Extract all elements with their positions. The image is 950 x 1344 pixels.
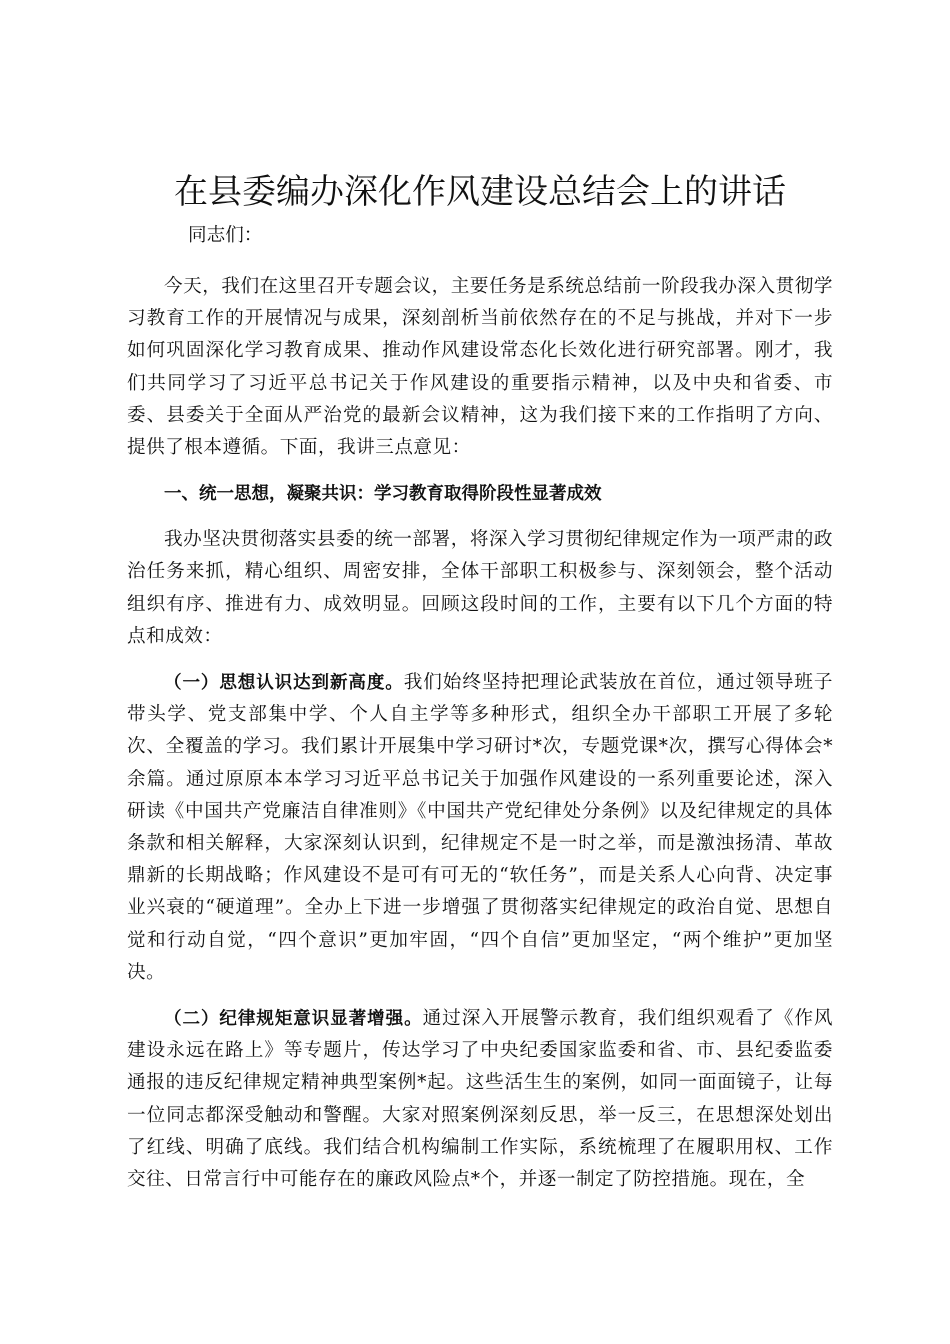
point-1-lead: （一）思想认识达到新高度。 xyxy=(164,673,404,694)
point-2-lead: （二）纪律规矩意识显著增强。 xyxy=(164,1009,423,1030)
point-1-body: 我们始终坚持把理论武装放在首位，通过领导班子带头学、党支部集中学、个人自主学等多种形式，组织全办干部职工开展了多轮次、全覆盖的学习。我们累计开展集中学习研讨*次，专题党课*次，撰写心得体会*余篇。通过原原本本学习习近平总书记关于加强作风建设的一系列重要论述，深入研读《中国共产党廉洁自律准则》《中国共产党纪律处分条例》以及纪律规定的具体条款和相关解释，大家深刻认识到，纪律规定不是一时之举，而是激浊扬清、革故鼎新的长期战略；作风建设不是可有可无的“软任务”，而是关系人心向背、决定事业兴衰的“硬道理”。全办上下进一步增强了贯彻落实纪律规定的政治自觉、思想自觉和行动自觉，“四个意识”更加牢固，“四个自信”更加坚定，“两个维护”更加坚决。 xyxy=(127,672,833,983)
point-2-body: 通过深入开展警示教育，我们组织观看了《作风建设永远在路上》等专题片，传达学习了中央纪委国家监委和省、市、县纪委监委通报的违反纪律规定精神典型案例*起。这些活生生的案例，如同一面面镜子，让每一位同志都深受触动和警醒。大家对照案例深刻反思，举一反三，在思想深处划出了红线、明确了底线。我们结合机构编制工作实际，系统梳理了在履职用权、工作交往、日常言行中可能存在的廉政风险点*个，并逐一制定了防控措施。现在，全 xyxy=(127,1008,833,1191)
document-page xyxy=(127,165,833,1210)
point-2-paragraph xyxy=(127,1003,833,1196)
salutation: 同志们： xyxy=(188,225,263,246)
intro-paragraph: 今天，我们在这里召开专题会议，主要任务是系统总结前一阶段我办深入贯彻学习教育工作的开展情况与成果，深刻剖析当前依然存在的不足与挑战，并对下一步如何巩固深化学习教育成果、推动作风建设常态化长效化进行研究部署。刚才，我们共同学习了习近平总书记关于作风建设的重要指示精神，以及中央和省委、市委、县委关于全面从严治党的最新会议精神，这为我们接下来的工作指明了方向、提供了根本遵循。下面，我讲三点意见： xyxy=(127,276,833,459)
point-1-paragraph xyxy=(127,667,833,989)
section-1-heading: 一、统一思想，凝聚共识：学习教育取得阶段性显著成效 xyxy=(164,484,602,505)
section-1-paragraph: 我办坚决贯彻落实县委的统一部署，将深入学习贯彻纪律规定作为一项严肃的政治任务来抓，精心组织、周密安排，全体干部职工积极参与、深刻领会，整个活动组织有序、推进有力、成效明显。回顾这段时间的工作，主要有以下几个方面的特点和成效： xyxy=(127,529,833,647)
document-title: 在县委编办深化作风建设总结会上的讲话 xyxy=(174,172,786,212)
